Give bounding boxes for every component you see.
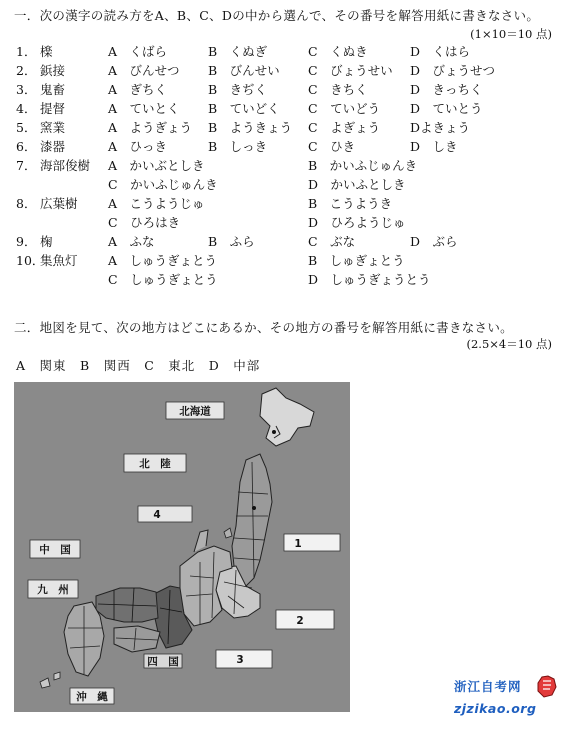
choice-b: B びんせい: [208, 63, 280, 78]
choice-d: D しき: [410, 139, 458, 154]
choice-b: B ようきょう: [208, 120, 293, 135]
question-number: 10．: [16, 253, 45, 268]
question-word: 鬼畜: [40, 82, 66, 97]
choice-d: D ていとう: [410, 101, 483, 116]
question-row: [0, 137, 570, 156]
choice-b: B こうようき: [308, 196, 393, 211]
choice-b: B くぬぎ: [208, 44, 268, 59]
choice-b: B しっき: [208, 139, 268, 154]
choice-a: A かいぶとしき: [108, 158, 205, 173]
choice-d: Dよきょう: [410, 120, 471, 135]
choice-c: C かいふじゅんき: [108, 177, 218, 192]
section1-points: (1×10＝10 点): [470, 27, 552, 41]
region-options: A 関東 B 関西 C 東北 D 中部: [16, 358, 261, 373]
region-box-4-number: 4: [153, 509, 161, 521]
region-box-1-number: 1: [294, 538, 302, 550]
choice-c: C ぶな: [308, 234, 356, 249]
question-row: [0, 194, 570, 230]
choice-c: C ていどう: [308, 101, 381, 116]
choice-a: A しゅうぎょとう: [108, 253, 218, 268]
section1-instruction: 一．次の漢字の読み方をA、B、C、Dの中から選んで、その番号を解答用紙に書きなさい。: [14, 8, 540, 23]
question-word: 鋲接: [40, 63, 66, 78]
choice-a: A ようぎょう: [108, 120, 193, 135]
question-row: [0, 61, 570, 80]
region-box-3: [216, 650, 272, 668]
question-row: [0, 118, 570, 137]
question-word: 漆器: [40, 139, 66, 154]
question-word: 集魚灯: [40, 253, 78, 268]
choice-a: A ていとく: [108, 101, 180, 116]
choice-c: C きちく: [308, 82, 368, 97]
choice-d: D ぶら: [410, 234, 458, 249]
question-number: 5．: [16, 120, 37, 135]
choice-d: D きっちく: [410, 82, 483, 97]
question-number: 1．: [16, 44, 37, 59]
choice-b: B ふら: [208, 234, 255, 249]
question-word: 窯業: [40, 120, 66, 135]
question-word: 広葉樹: [40, 196, 78, 211]
choice-c: C ひろはき: [108, 215, 181, 230]
region-box-1: [284, 534, 340, 551]
choice-b: B しゅぎょとう: [308, 253, 405, 268]
section2-points: (2.5×4＝10 点): [466, 337, 552, 351]
question-row: [0, 99, 570, 118]
question-row: [0, 80, 570, 99]
question-number: 8．: [16, 196, 37, 211]
question-number: 9．: [16, 234, 37, 249]
question-word: 椈: [40, 234, 53, 249]
watermark: [446, 673, 556, 725]
choice-c: C しゅうぎょとう: [108, 272, 218, 287]
choice-a: A ひっき: [108, 139, 168, 154]
question-number: 6．: [16, 139, 37, 154]
question-word: 提督: [40, 101, 66, 116]
question-row: [0, 42, 570, 61]
question-row: [0, 232, 570, 251]
choice-c: C びょうせい: [308, 63, 393, 78]
choice-a: A くばら: [108, 44, 168, 59]
choice-c: C よぎょう: [308, 120, 381, 135]
okinawa-label: 沖 縄: [76, 691, 108, 703]
question-row: [0, 156, 570, 192]
region-box-3-number: 3: [236, 654, 244, 666]
shikoku-label: 四 国: [147, 656, 179, 668]
region-box-2: [276, 610, 334, 629]
choice-a: A こうようじゅ: [108, 196, 205, 211]
question-word: 海部俊樹: [40, 158, 91, 173]
question-row: [0, 251, 570, 287]
hokuriku-label: 北 陸: [139, 458, 171, 470]
choice-a: A ふな: [108, 234, 155, 249]
japan-map-svg: [14, 382, 350, 712]
question-number: 3．: [16, 82, 37, 97]
choice-c: C くぬき: [308, 44, 368, 59]
choice-d: D くはら: [410, 44, 471, 59]
choice-a: A ぎちく: [108, 82, 168, 97]
choice-b: B きぢく: [208, 82, 268, 97]
question-number: 2．: [16, 63, 37, 78]
hokkaido-label: 北海道: [179, 405, 211, 418]
choice-d: D しゅうぎょうとう: [308, 272, 431, 287]
choice-d: D びょうせつ: [410, 63, 496, 78]
choice-d: D ひろようじゅ: [308, 215, 406, 230]
choice-a: A びんせつ: [108, 63, 180, 78]
question-number: 7．: [16, 158, 37, 173]
chugoku-label: 中 国: [39, 544, 71, 556]
question-number: 4．: [16, 101, 37, 116]
kyushu-label: 九 州: [37, 584, 69, 596]
section2-instruction: 二．地図を見て、次の地方はどこにあるか、その地方の番号を解答用紙に書きなさい。: [14, 320, 513, 335]
question-word: 檪: [40, 44, 53, 59]
region-box-4: [138, 506, 192, 522]
region-box-2-number: 2: [296, 615, 304, 627]
choice-c: C ひき: [308, 139, 356, 154]
choice-b: B かいふじゅんき: [308, 158, 418, 173]
fist-logo-icon: [534, 673, 558, 699]
watermark-url: zjzikao.org: [454, 701, 537, 716]
choice-b: B ていどく: [208, 101, 280, 116]
japan-map: [14, 382, 350, 712]
hokkaido-island: [260, 388, 314, 446]
choice-d: D かいふとしき: [308, 177, 406, 192]
watermark-title: 浙江自考网: [454, 679, 522, 694]
